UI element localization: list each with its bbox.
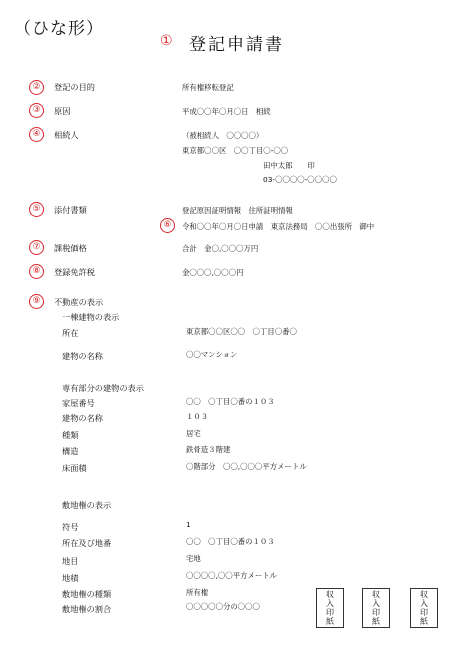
application-office: 令和〇〇年〇月〇日申請 東京法務局 〇〇出張所 御中: [182, 222, 375, 231]
land-area-value: 〇〇〇〇,〇〇平方メートル: [186, 571, 278, 580]
site-right-ratio-label: 敷地権の割合: [62, 604, 112, 614]
type-value: 居宅: [186, 429, 201, 438]
field-number-9: ⑨: [29, 294, 44, 309]
structure-label: 構造: [62, 446, 79, 456]
building-name-label: 建物の名称: [62, 351, 103, 361]
building-heading: 一棟建物の表示: [62, 312, 120, 322]
document-title: 登記申請書: [189, 35, 284, 55]
code-label: 符号: [62, 522, 79, 532]
floor-area-label: 床面積: [62, 463, 87, 473]
field-number-2: ②: [29, 80, 44, 95]
site-right-ratio-value: 〇〇〇〇〇分の〇〇〇: [186, 602, 260, 611]
registration-tax-value: 金〇〇〇,〇〇〇円: [182, 268, 244, 277]
type-label: 種類: [62, 430, 79, 440]
revenue-stamp-box: [316, 588, 344, 628]
field-number-7: ⑦: [29, 240, 44, 255]
heir-address: 東京都〇〇区 〇〇丁目〇-〇〇: [182, 146, 289, 155]
real-estate-label: 不動産の表示: [54, 297, 104, 307]
building-location-value: 東京都〇〇区〇〇 〇丁目〇番〇: [186, 327, 297, 336]
cause-label: 原因: [54, 106, 71, 116]
house-number-label: 家屋番号: [62, 398, 95, 408]
title-number: ①: [160, 33, 173, 49]
floor-area-value: 〇階部分 〇〇,〇〇〇平方メートル: [186, 462, 307, 471]
taxable-value-label: 課税価格: [54, 243, 87, 253]
revenue-stamp-box: [362, 588, 390, 628]
field-number-8: ⑧: [29, 264, 44, 279]
heir-label: 相続人: [54, 130, 79, 140]
land-category-label: 地目: [62, 556, 79, 566]
building-name-value: 〇〇マンション: [186, 350, 238, 359]
lot-location-value: 〇〇 〇丁目〇番の１０３: [186, 537, 275, 546]
unit-name-label: 建物の名称: [62, 413, 103, 423]
land-category-value: 宅地: [186, 554, 201, 563]
field-number-6: ⑥: [160, 218, 175, 233]
unit-name-value: １０３: [186, 412, 209, 421]
site-right-type-label: 敷地権の種類: [62, 589, 112, 599]
structure-value: 鉄骨造３階建: [186, 445, 231, 454]
attachments-value: 登記原因証明情報 住所証明情報: [182, 206, 293, 215]
revenue-stamp-label: 収入印紙: [419, 590, 429, 626]
revenue-stamp-label: 収入印紙: [371, 590, 381, 626]
heir-phone: 03-〇〇〇〇-〇〇〇〇: [263, 175, 337, 184]
lot-location-label: 所在及び地番: [62, 538, 112, 548]
field-number-3: ③: [29, 103, 44, 118]
cause-value: 平成〇〇年〇月〇日 相続: [182, 107, 271, 116]
hinagata-label: （ひな形）: [14, 19, 104, 39]
building-location-label: 所在: [62, 328, 79, 338]
code-value: 1: [186, 520, 191, 529]
land-area-label: 地積: [62, 573, 79, 583]
house-number-value: 〇〇 〇丁目〇番の１０３: [186, 397, 275, 406]
site-right-type-value: 所有権: [186, 588, 209, 597]
attachments-label: 添付書類: [54, 205, 87, 215]
land-heading: 敷地権の表示: [62, 500, 112, 510]
revenue-stamp-box: [410, 588, 438, 628]
purpose-label: 登記の目的: [54, 82, 95, 92]
taxable-value: 合計 金〇,〇〇〇万円: [182, 244, 259, 253]
revenue-stamp-label: 収入印紙: [325, 590, 335, 626]
unit-heading: 専有部分の建物の表示: [62, 383, 144, 393]
purpose-value: 所有権移転登記: [182, 83, 234, 92]
heir-name-seal: 田中太郎 印: [263, 161, 315, 170]
field-number-5: ⑤: [29, 202, 44, 217]
registration-tax-label: 登録免許税: [54, 267, 95, 277]
decedent-line: （被相続人 〇〇〇〇）: [182, 131, 264, 140]
field-number-4: ④: [29, 127, 44, 142]
